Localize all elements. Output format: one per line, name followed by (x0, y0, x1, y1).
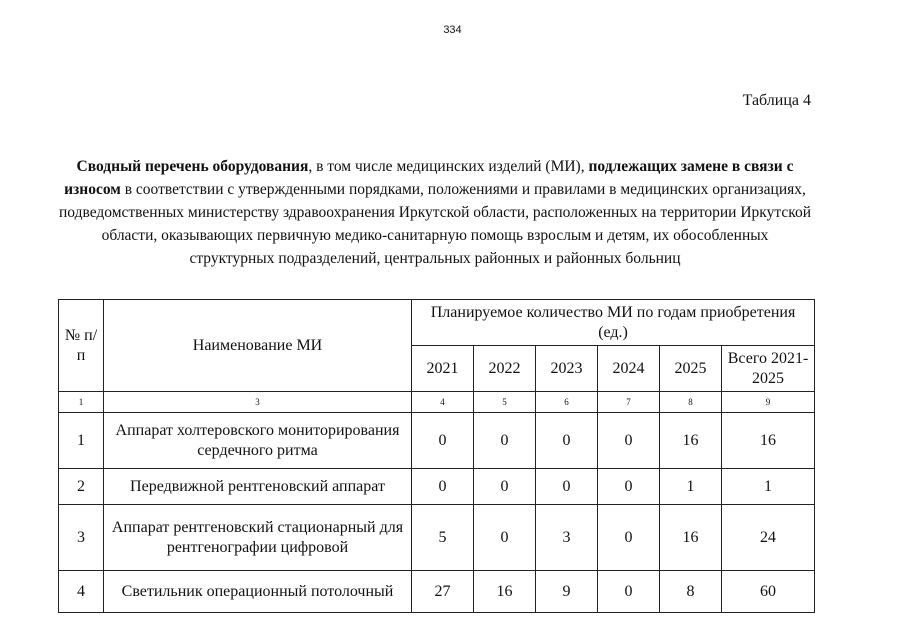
header-planned: Планируемое количество МИ по годам приобретения (ед.) (412, 300, 815, 346)
column-index: 9 (722, 392, 815, 413)
row-num: 3 (59, 505, 104, 571)
row-value: 0 (598, 571, 660, 613)
column-index: 3 (104, 392, 412, 413)
row-value: 0 (536, 413, 598, 469)
header-num: № п/п (59, 300, 104, 392)
row-value: 16 (660, 413, 722, 469)
row-value: 0 (474, 505, 536, 571)
row-total: 60 (722, 571, 815, 613)
equipment-table (58, 299, 815, 613)
table-row (59, 469, 815, 505)
row-name: Аппарат холтеровского мониторирования сердечного ритма (104, 413, 412, 469)
column-index: 1 (59, 392, 104, 413)
table-row (59, 413, 815, 469)
row-value: 9 (536, 571, 598, 613)
table-row (59, 571, 815, 613)
row-value: 27 (412, 571, 474, 613)
row-value: 16 (474, 571, 536, 613)
row-total: 24 (722, 505, 815, 571)
header-name: Наименование МИ (104, 300, 412, 392)
header-year-2024: 2024 (598, 346, 660, 392)
row-value: 0 (474, 469, 536, 505)
column-index: 4 (412, 392, 474, 413)
row-name: Светильник операционный потолочный (104, 571, 412, 613)
header-year-2023: 2023 (536, 346, 598, 392)
column-index: 5 (474, 392, 536, 413)
row-name: Аппарат рентгеновский стационарный для рентгенографии цифровой (104, 505, 412, 571)
row-value: 3 (536, 505, 598, 571)
row-total: 1 (722, 469, 815, 505)
row-value: 0 (412, 469, 474, 505)
header-year-2025: 2025 (660, 346, 722, 392)
column-index: 6 (536, 392, 598, 413)
row-value: 16 (660, 505, 722, 571)
header-row-1 (59, 300, 815, 346)
row-num: 4 (59, 571, 104, 613)
header-year-2021: 2021 (412, 346, 474, 392)
row-value: 0 (412, 413, 474, 469)
row-value: 0 (598, 413, 660, 469)
header-year-2022: 2022 (474, 346, 536, 392)
row-value: 0 (598, 469, 660, 505)
table-label: Таблица 4 (742, 92, 811, 109)
header-total: Всего 2021-2025 (722, 346, 815, 392)
row-value: 0 (474, 413, 536, 469)
row-num: 1 (59, 413, 104, 469)
column-index: 7 (598, 392, 660, 413)
document-title (58, 155, 812, 270)
row-value: 8 (660, 571, 722, 613)
column-index: 8 (660, 392, 722, 413)
title-bold-part-1: Сводный перечень оборудования (76, 158, 309, 175)
column-index-row (59, 392, 815, 413)
page-number: 334 (443, 24, 462, 36)
row-value: 0 (536, 469, 598, 505)
row-value: 5 (412, 505, 474, 571)
title-normal-part-2: в соответствии с утвержденными порядками, положениями и правилами в медицинских организациях, подведомственных министерству здравоохранения Иркутской области, расположенных на территории Иркутской области, оказывающих первичную медико-санитарную помощь взрослым и детям, их обособленных структурных подразделений, центральных районных и районных больниц (58, 181, 811, 267)
table-row (59, 505, 815, 571)
row-num: 2 (59, 469, 104, 505)
row-total: 16 (722, 413, 815, 469)
title-normal-part-1: , в том числе медицинских изделий (МИ), (308, 158, 589, 175)
row-value: 1 (660, 469, 722, 505)
title-bold-part-2: подлежащих замене в связи с износом (64, 158, 794, 198)
row-name: Передвижной рентгеновский аппарат (104, 469, 412, 505)
row-value: 0 (598, 505, 660, 571)
